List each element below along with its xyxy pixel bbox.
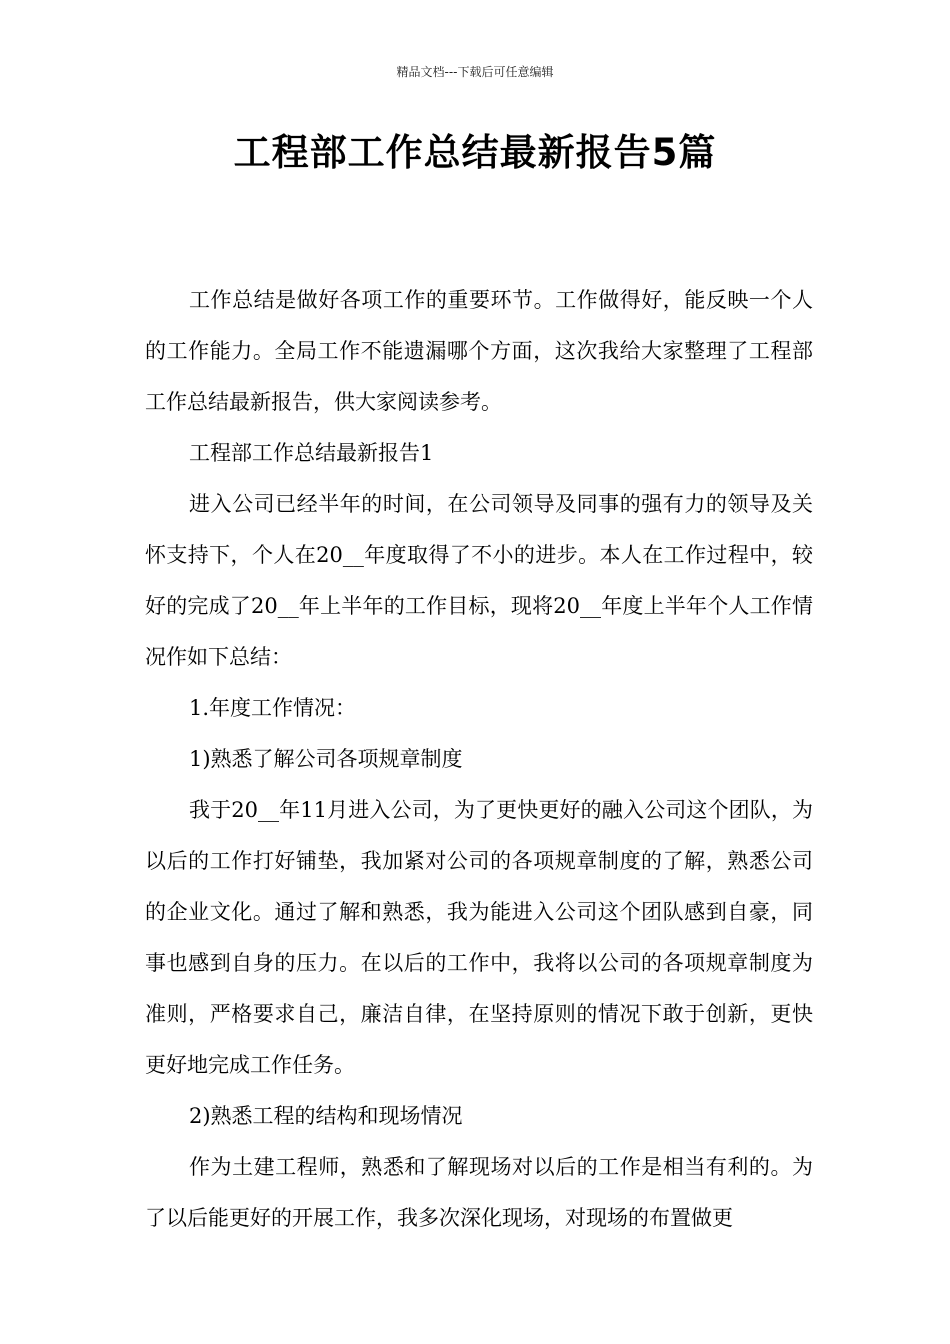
section-heading-annual-work: 1.年度工作情况： xyxy=(189,696,357,720)
body-paragraph: 作为土建工程师，熟悉和了解现场对以后的工作是相当有利的。为了以后能更好的开展工作，我多次深化现场，对现场的布置做更 xyxy=(145,1155,813,1230)
page-title: 工程部工作总结最新报告5篇 xyxy=(233,131,717,174)
body-paragraph: 进入公司已经半年的时间，在公司领导及同事的强有力的领导及关怀支持下，个人在20__年度取得了不小的进步。本人在工作过程中，较好的完成了20__年上半年的工作目标，现将20__年度上半年个人工作情况作如下总结： xyxy=(145,492,813,669)
section-heading-report-1: 工程部工作总结最新报告1 xyxy=(189,441,434,465)
subsection-heading-regulations: 1)熟悉了解公司各项规章制度 xyxy=(189,747,463,771)
subsection-heading-structure: 2)熟悉工程的结构和现场情况 xyxy=(189,1104,463,1128)
document-body xyxy=(145,275,813,1244)
header-note: 精品文档---下载后可任意编辑 xyxy=(396,65,554,79)
body-paragraph: 我于20__年11月进入公司，为了更快更好的融入公司这个团队，为以后的工作打好铺垫，我加紧对公司的各项规章制度的了解，熟悉公司的企业文化。通过了解和熟悉，我为能进入公司这个团队感到自豪，同事也感到自身的压力。在以后的工作中，我将以公司的各项规章制度为准则，严格要求自己，廉洁自律，在坚持原则的情况下敢于创新，更快更好地完成工作任务。 xyxy=(145,798,813,1077)
intro-paragraph: 工作总结是做好各项工作的重要环节。工作做得好，能反映一个人的工作能力。全局工作不能遗漏哪个方面，这次我给大家整理了工程部工作总结最新报告，供大家阅读参考。 xyxy=(145,288,813,414)
